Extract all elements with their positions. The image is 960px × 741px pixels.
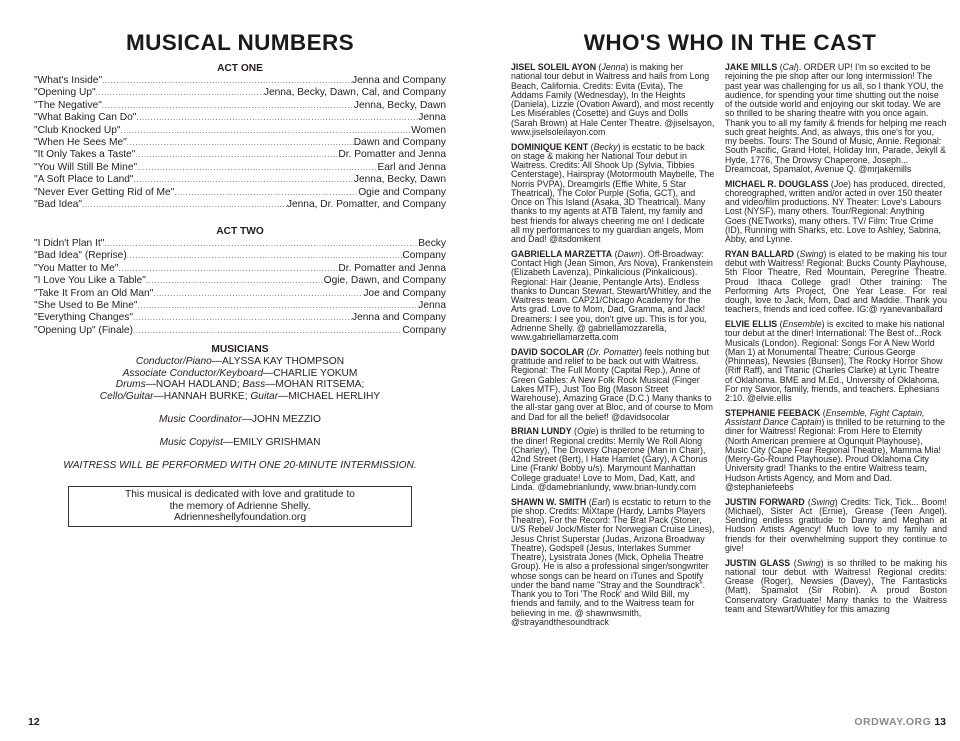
cast-bio-text: . Off-Broadway: Contact High (Jean Simon, Ars Nova), Frankenstein (Elizabeth Lavenza), Pinkalicious (Pinkalicious). Regional: Hair (Jeanie, Pentangle Arts). Endless thanks to Duncan Stewart, Stewart/Whitley, and the Waitress team. CAP21/Chicago Academy for the Arts grad. Love to Mom, Dad, Gramma, and Jack! Dreamers: I see you, don't give up. This is for you, Adrienne Shelly. @ gabriellamozzarella, www.gabriellamarzetta.com: [511, 248, 713, 342]
song-title: "The Negative": [34, 99, 102, 111]
song-performers: Becky: [418, 238, 446, 249]
dedication-line: This musical is dedicated with love and gratitude to: [125, 489, 355, 500]
bio-column: [511, 63, 715, 633]
musician-line: Associate Conductor/Keyboard—CHARLIE YOKUM: [122, 367, 358, 379]
dot-leader: [133, 325, 402, 337]
dot-leader: [118, 263, 338, 275]
cast-bio: BRIAN LUNDY (Ogie) is thrilled to be returning to the diner! Regional credits: Merrily We Roll Along (Charley), The Drowsy Chaperone (Man in Chair), 42nd Street (Bert), I Hate Hamlet (Gary), A Chorus Line (Frank/ Bobby u/s). Marymount Manhattan College graduate! Love to Mom, Dad, Katt, and Linda. @damebrianlundy, www.brian-lundy.com: [511, 426, 708, 492]
song-row: [34, 250, 446, 262]
musician-name: MOHAN RITSEMA;: [275, 379, 365, 391]
song-performers: Dawn and Company: [353, 136, 446, 148]
cast-bio: JUSTIN FORWARD (Swing) Credits: Tick, Tick... Boom! (Michael), Sister Act (Ernie), Grease (Teen Angel). Sending endless gratitude to Danny and Meghan at Hudson Artists Agency! Much love to my family and friends for their overwhelming support they continue to give!: [725, 496, 947, 553]
song-row: [34, 288, 446, 300]
cast-bio: JISEL SOLEIL AYON (Jenna) is making her national tour debut in Waitress and hails from Long Beach, California. Credits: Evita (Evita), The Addams Family (Wednesday), In the Heights (Daniela), Lizzie (Ovation Award), and most recently Les Misérables (Cosette) and Guys and Dolls (Sarah Brown) at Hale Center Theatre. @jiselsayon, www.jiselsoleilayon.com: [511, 62, 715, 137]
cast-name: ELVIE ELLIS: [725, 319, 778, 329]
song-title: "She Used to Be Mine": [34, 299, 138, 311]
song-performers: Jenna, Becky, Dawn: [353, 174, 446, 186]
musician-name: HANNAH BURKE;: [163, 391, 248, 403]
song-performers: Jenna, Becky, Dawn, Cal, and Company: [263, 87, 446, 99]
cast-role: Ogie: [576, 426, 596, 437]
cast-role: Jenna: [601, 62, 626, 72]
musician-name: MICHAEL HERLIHY: [288, 391, 381, 403]
cast-name: DOMINIQUE KENT: [511, 141, 589, 152]
song-performers: Ogie and Company: [358, 186, 446, 198]
dot-leader: [136, 112, 418, 124]
cast-role: Ensemble, Fight Captain, Assistant Dance Captain: [725, 407, 925, 427]
cast-bio: SHAWN W. SMITH (Earl) is ecstatic to return to the pie shop. Credits: MiXtape (Hardy, Lambs Players Theatre), For the Record: The Brat Pack (Stoner, U/S Rebel/ Jock/Mister for Norwegian Cruise Lines), Jesus Christ Superstar (Judas, Arizona Broadway Theatre), Godspell (Jesus, Interlakes Summer Theatre), Lysistrata Jones (Mick, Ophelia Theatre Group). He is also a professional singer/songwriter whose songs can be heard on iTunes and Spotify under the band name "Stray and the Soundtrack". Thank you to Tori 'The Rock' and Wild Bill, my friends and family, and to the Waitress team for believing in me. @ shawnwsmith, @strayandthesoundtrack: [511, 496, 715, 627]
cast-name: SHAWN W. SMITH: [511, 496, 587, 507]
dot-leader: [153, 288, 363, 300]
song-title: "Everything Changes": [34, 312, 133, 324]
musician-role: Guitar: [250, 391, 279, 403]
cast-bio-text: feels nothing but gratitude and relief to be back out with Waitress. Regional: The Full Monty (Capital Rep.), Anne of Green Gables: A New Folk Rock Musical (Finger Lakes MTF), Just Too Big (Mason Street Warehouse), Amazing Grace (D.C.) Many thanks to the all-star gang over at Bloc, and of course to Mom and Dad for all the belief! @davidsocolar: [511, 346, 713, 422]
musician-name: NOAH HADLAND;: [155, 379, 240, 391]
song-performers: Jenna and Company: [351, 75, 446, 86]
cast-role: Becky: [593, 141, 618, 152]
dot-leader: [96, 87, 264, 99]
dot-leader: [138, 300, 419, 312]
dedication-line: the memory of Adrienne Shelly.: [169, 500, 311, 512]
musician-role: Drums: [115, 379, 146, 391]
musician-role: Bass: [242, 379, 266, 391]
song-title: "Bad Idea" (Reprise): [34, 250, 127, 262]
cast-bio-text: Credits: Tick, Tick... Boom! (Michael), Sister Act (Ernie), Grease (Teen Angel). Sending endless gratitude to Danny and Meghan at Hudson Artists Agency! Much love to my family and friends for their overwhelming support they continue to give!: [725, 496, 947, 553]
cast-name: GABRIELLA MARZETTA: [511, 248, 613, 259]
song-title: "Never Ever Getting Rid of Me": [34, 186, 175, 198]
cast-bio: STEPHANIE FEEBACK (Ensemble, Fight Captain, Assistant Dance Captain) is thrilled to be returning to the diner for Waitress! Regional: From Here to Eternity (North American premiere at Ogunquit Playhouse), Music City (Cape Fear Regional Theatre), Mamma Mia! (Merry-Go-Round Playhouse). Proud Oklahoma City University grad! Thanks to the entire Waitress team, Hudson Artists Agency, and Mom and Dad. @stephaniefeebs: [725, 407, 946, 492]
act-one-section: [34, 63, 446, 211]
song-row: [34, 300, 446, 312]
act-two-section: [34, 226, 446, 337]
dot-leader: [121, 125, 412, 137]
song-performers: Jenna, Dr. Pomatter, and Company: [286, 198, 446, 210]
dot-leader: [137, 162, 377, 174]
page-footer: [800, 716, 946, 728]
dot-leader: [146, 275, 324, 287]
song-performers: Jenna, Becky, Dawn: [353, 99, 446, 111]
musician-name: ALYSSA KAY THOMPSON: [221, 355, 345, 367]
music-copyist-role: Music Copyist: [159, 436, 223, 448]
cast-name: RYAN BALLARD: [725, 248, 794, 259]
page-title: WHO'S WHO IN THE CAST: [583, 30, 877, 55]
cast-bio: DOMINIQUE KENT (Becky) is ecstatic to be back on stage & making her National Tour debut in Waitress. Credits: All Shook Up (Sylvia, Tibbies Centerstage), Hairspray (Motormouth Maybelle, The Norris PVPA), Dreamgirls (Effie White, 5 Star Theatrical), The Color Purple (Sofia, GCT), and Once on This Island (Asaka, 3D Theatrical). Many thanks to my agents at ATB Talent, my family and best friends for always cheering me on! I dedicate all my performances to my guardian angels, Mom and Dad! @itsdomkent: [511, 141, 715, 244]
cast-role: Swing: [799, 248, 824, 259]
song-title: "It Only Takes a Taste": [34, 149, 136, 161]
cast-bio: JUSTIN GLASS (Swing) is so thrilled to be making his national tour debut with Waitress! Regional credits: Grease (Roger), Newsies (Davey), The Fantasticks (Matt), Spamalot (Sir Robin). A proud Boston Conservatory Graduate! Many thanks to the Waitress team and Stewart/Whitley for this amazing: [725, 557, 948, 614]
cast-bio-text: . ORDER UP! I'm so excited to be rejoining the pie shop after our long intermission! The past year was challenging for us all, so I thank YOU, the audience, for spending your time shutting out the noise of the outside world and enjoying our skit today. We are so thrilled to be sharing theatre with you once again. Thank you to all my family & friends for helping me reach such great heights. And, as always, this one's for you, my beebs. Tours: The Sound of Music, Annie. Regional: South Pacific, Grand Hotel, Holiday Inn, Parade, Jekyll & Hyde, 1776, The Drowsy Chaperone, Joseph... Dreamcoat, Spamalot, Avenue Q. @mrjakemills: [725, 62, 947, 174]
musician-role: Cello/Guitar: [99, 391, 154, 403]
song-title: "Take It From an Old Man": [34, 287, 154, 299]
musician-role: Associate Conductor/Keyboard: [122, 367, 264, 379]
music-copyist: Music Copyist—EMILY GRISHMAN: [159, 436, 321, 448]
music-coordinator-role: Music Coordinator: [159, 413, 242, 425]
song-title: "Opening Up": [34, 87, 96, 99]
song-row: [34, 100, 446, 112]
dot-leader: [174, 187, 358, 199]
song-row: [34, 87, 446, 99]
cast-bio: JAKE MILLS (Cal). ORDER UP! I'm so excited to be rejoining the pie shop after our long intermission! The past year was challenging for us all, so I thank YOU, the audience, for spending your time shutting out the noise of the outside world and enjoying our skit today. We are so thrilled to be sharing theatre with you once again. Thank you to all my family & friends for helping me reach such great heights. And, as always, this one's for you, my beebs. Tours: The Sound of Music, Annie. Regional: South Pacific, Grand Hotel, Holiday Inn, Parade, Jekyll & Hyde, 1776, The Drowsy Chaperone, Joseph... Dreamcoat, Spamalot, Avenue Q. @mrjakemills: [725, 62, 947, 174]
musicians-section: [34, 344, 446, 471]
cast-bio: GABRIELLA MARZETTA (Dawn). Off-Broadway: Contact High (Jean Simon, Ars Nova), Frankenstein (Elizabeth Lavenza), Pinkalicious (Pinkalicious). Regional: Hair (Jeanie, Pentangle Arts). Endless thanks to Duncan Stewart, Stewart/Whitley, and the Waitress team. CAP21/Chicago Academy for the Arts grad. Love to Mom, Dad, Gramma, and Jack! Dreamers: I see you, don't give up. This is for you, Adrienne Shelly. @ gabriellamozzarella, www.gabriellamarzetta.com: [511, 248, 713, 342]
music-copyist-name: EMILY GRISHMAN: [233, 436, 321, 448]
cast-role: Joe: [833, 178, 849, 189]
song-title: "You Matter to Me": [34, 262, 119, 274]
musician-line: Conductor/Piano—ALYSSA KAY THOMPSON: [135, 355, 345, 367]
song-row: [34, 325, 446, 337]
song-row: [34, 275, 446, 287]
song-row: [34, 174, 446, 186]
cast-role: Ensemble: [782, 319, 822, 329]
music-coordinator-name: JOHN MEZZIO: [251, 413, 321, 425]
dot-leader: [133, 312, 352, 324]
cast-bio: DAVID SOCOLAR (Dr. Pomatter) feels nothing but gratitude and relief to be back out with Waitress. Regional: The Full Monty (Capital Rep.), Anne of Green Gables: A New Folk Rock Musical (Finger Lakes MTF), Just Too Big (Mason Street Warehouse), Amazing Grace (D.C.) Many thanks to the all-star gang over at Bloc, and of course to Mom and Dad for all the belief! @davidsocolar: [511, 346, 713, 422]
song-performers: Company: [402, 324, 446, 336]
song-title: "Club Knocked Up": [34, 124, 121, 136]
act-heading: ACT TWO: [216, 226, 264, 237]
cast-role: Dawn: [617, 248, 641, 259]
song-performers: Ogie, Dawn, and Company: [323, 275, 446, 287]
song-title: "I Didn't Plan It": [34, 238, 105, 249]
dedication-box: [68, 486, 412, 527]
dot-leader: [102, 100, 354, 112]
song-performers: Women: [411, 124, 446, 136]
song-title: "What's Inside": [34, 75, 103, 86]
cast-name: JISEL SOLEIL AYON: [511, 62, 597, 72]
cast-name: MICHAEL R. DOUGLASS: [725, 178, 829, 189]
cast-bio-text: is thrilled to be returning to the diner! Regional credits: Merrily We Roll Along (Charley), The Drowsy Chaperone (Man in Chair), 42nd Street (Bert), I Hate Hamlet (Gary), A Chorus Line (Frank/ Bobby u/s). Marymount Manhattan College graduate! Love to Mom, Dad, Katt, and Linda. @damebrianlundy, www.brian-lundy.com: [511, 426, 708, 492]
dot-leader: [82, 199, 287, 211]
intermission-note: [34, 460, 446, 472]
cast-bio-text: has produced, directed, choreographed, written and/or acted in over 150 theater and video/film productions. NY Theater: Love's Labours Lost (NYSF), many others. Tour/Regional: Anything Goes (NETworks), many others. TV/ Film: True Crime (ID), Running with Sharks, etc. Love to Ashley, Sabrina, Abby, and Lynne.: [725, 178, 946, 244]
song-row: [34, 112, 446, 124]
song-row: [34, 199, 446, 211]
cast-name: JUSTIN FORWARD: [725, 496, 805, 507]
song-title: "Bad Idea": [34, 198, 83, 210]
musician-line: Drums—NOAH HADLAND; Bass—MOHAN RITSEMA;: [115, 379, 365, 391]
song-title: "A Soft Place to Land": [34, 174, 134, 186]
page-number: 12: [28, 716, 40, 728]
dot-leader: [127, 137, 354, 149]
song-performers: Jenna: [418, 299, 446, 311]
song-title: "You Will Still Be Mine": [34, 161, 138, 173]
cast-name: JAKE MILLS: [725, 62, 778, 72]
musician-role: Conductor/Piano: [135, 355, 212, 367]
song-performers: Dr. Pomatter and Jenna: [338, 149, 446, 161]
song-title: "Opening Up" (Finale): [34, 324, 133, 336]
cast-role: Swing: [796, 557, 821, 568]
cast-name: DAVID SOCOLAR: [511, 346, 585, 357]
dot-leader: [135, 149, 338, 161]
song-performers: Jenna: [418, 112, 446, 124]
song-performers: Earl and Jenna: [377, 161, 446, 173]
cast-bio-text: is thrilled to be returning to the diner for Waitress! Regional: From Here to Eternity (North American premiere at Ogunquit Playhouse), Music City (Cape Fear Regional Theatre), Mamma Mia! (Merry-Go-Round Playhouse). Proud Oklahoma City University grad! Thanks to the entire Waitress team, Hudson Artists Agency, and Mom and Dad. @stephaniefeebs: [725, 417, 946, 492]
song-performers: Joe and Company: [363, 287, 446, 299]
cast-bio-text: is elated to be making his tour debut with Waitress! Regional: Bucks County Playhouse, 5th Floor Theatre, Red Mountain, Peregrine Theatre. Proud Ithaca College grad! Other training: The Performing Arts Project, One Year Lease. For real dough, love to Jack, Mom, Dad and Maddie. Thank you teachers, friends and iced coffee. IG:@ ryanevanballard: [725, 248, 948, 315]
cast-bio-text: is excited to make his national tour debut at the diner! International: The Best of...Rock Musicals (London). Regional: Songs For A New World (Man 1) at Monumental Theatre; Curious George (Phinneas), Newsies (Bunsen), The Rocky Horror Show (Riff Raff), and Titanic (Charles Clarke) at Lyric Theatre of Oklahoma. BME and M.Ed., University of Oklahoma. For my Savior, family, friends, and teachers. Ephesians 2:10. @elvie.ellis: [725, 319, 945, 403]
cast-name: STEPHANIE FEEBACK: [725, 407, 821, 418]
song-performers: Dr. Pomatter and Jenna: [338, 262, 446, 274]
dot-leader: [127, 250, 403, 262]
song-row: [34, 238, 446, 250]
dot-leader: [104, 238, 418, 250]
song-performers: Company: [402, 250, 446, 262]
cast-role: Swing: [810, 496, 835, 507]
song-row: [34, 162, 446, 174]
music-coordinator: Music Coordinator—JOHN MEZZIO: [159, 413, 321, 425]
song-row: [34, 125, 446, 137]
song-title: "I Love You Like a Table": [34, 275, 146, 287]
song-row: [34, 263, 446, 275]
cast-bio-text: is ecstatic to return to the pie shop. Credits: MiXtape (Hardy, Lambs Players Theatre), For the Record: The Brat Pack (Stoner, U/S Rebel/ Jock/Mister for Norwegian Cruise Lines), Jesus Christ Superstar (Judas, Arizona Broadway Theatre), Godspell (Jesus, Interlakes Summer Theatre), Lysistrata Jones (Mick, Ophelia Theatre Group). He is also a professional singer/songwriter whose songs can be heard on iTunes and Spotify under the band name "Stray and the Soundtrack". Thank you to Tori 'The Rock' and Wild Bill, my friends and family, and to the Waitress team for believing in me. @ shawnwsmith, @strayandthesoundtrack: [511, 496, 715, 627]
cast-bio-text: is making her national tour debut in Waitress and hails from Long Beach, California. Credits: Evita (Evita), The Addams Family (Wednesday), In the Heights (Daniela), Lizzie (Ovation Award), and most recently Les Misérables (Cosette) and Guys and Dolls (Sarah Brown) at Hale Center Theatre. @jiselsayon, www.jiselsoleilayon.com: [511, 62, 715, 137]
song-row: [34, 137, 446, 149]
musician-line: Cello/Guitar—HANNAH BURKE; Guitar—MICHAEL HERLIHY: [99, 391, 381, 403]
song-row: [34, 187, 446, 199]
cast-bio: ELVIE ELLIS (Ensemble) is excited to make his national tour debut at the diner! International: The Best of...Rock Musicals (London). Regional: Songs For A New World (Man 1) at Monumental Theatre; Curious George (Phinneas), Newsies (Bunsen), The Rocky Horror Show (Riff Raff), and Titanic (Charles Clarke) at Lyric Theatre of Oklahoma. BME and M.Ed., University of Oklahoma. For my Savior, family, friends, and teachers. Ephesians 2:10. @elvie.ellis: [725, 319, 945, 403]
dot-leader: [102, 75, 352, 87]
musician-name: CHARLIE YOKUM: [273, 367, 358, 379]
dot-leader: [134, 174, 354, 186]
cast-role: Cal: [782, 62, 796, 72]
cast-bio-text: is so thrilled to be making his national tour debut with Waitress! Regional credits: Grease (Roger), Newsies (Davey), The Fantasticks (Matt), Spamalot (Sir Robin). A proud Boston Conservatory Graduate! Many thanks to the Waitress team and Stewart/Whitley for this amazing: [725, 557, 948, 614]
cast-bio: MICHAEL R. DOUGLASS (Joe) has produced, directed, choreographed, written and/or acted in over 150 theater and video/film productions. NY Theater: Love's Labours Lost (NYSF), many others. Tour/Regional: Anything Goes (NETworks), many others. TV/ Film: True Crime (ID), Running with Sharks, etc. Love to Ashley, Sabrina, Abby, and Lynne.: [725, 178, 946, 244]
cast-bio: RYAN BALLARD (Swing) is elated to be making his tour debut with Waitress! Regional: Bucks County Playhouse, 5th Floor Theatre, Red Mountain, Peregrine Theatre. Proud Ithaca College grad! Other training: The Performing Arts Project, One Year Lease. For real dough, love to Jack, Mom, Dad and Maddie. Thank you teachers, friends and iced coffee. IG:@ ryanevanballard: [725, 248, 948, 315]
song-performers: Jenna and Company: [351, 312, 446, 324]
cast-name: JUSTIN GLASS: [725, 557, 791, 568]
song-title: "What Baking Can Do": [34, 112, 137, 124]
dedication-link[interactable]: Adrienneshellyfoundation.org: [174, 512, 306, 523]
cast-role: Dr. Pomatter: [589, 346, 640, 357]
song-row: [34, 312, 446, 324]
musicians-heading: MUSICIANS: [211, 344, 269, 355]
intermission-text: WAITRESS WILL BE PERFORMED WITH ONE 20-MINUTE INTERMISSION.: [63, 459, 417, 471]
bio-column: [725, 63, 947, 620]
song-title: "When He Sees Me": [34, 136, 127, 148]
page-title: MUSICAL NUMBERS: [125, 30, 355, 55]
song-row: [34, 75, 446, 87]
song-row: [34, 149, 446, 161]
right-page-whos-who: [480, 0, 960, 741]
act-heading: ACT ONE: [217, 63, 263, 74]
page-number: 13: [934, 716, 946, 728]
cast-name: BRIAN LUNDY: [511, 426, 572, 437]
cast-bio-text: is ecstatic to be back on stage & making her National Tour debut in Waitress. Credits: All Shook Up (Sylvia, Tibbies Centerstage), Hairspray (Motormouth Maybelle, The Norris PVPA), Dreamgirls (Effie White, 5 Star Theatrical), The Color Purple (Sofia, GCT), and Once on This Island (Asaka, 3D Theatrical). Many thanks to my agents at ATB Talent, my family and best friends for always cheering me on! I dedicate all my performances to my guardian angels, Mom and Dad! @itsdomkent: [511, 141, 715, 244]
footer-site: ORDWAY.ORG: [854, 716, 932, 728]
cast-role: Earl: [591, 496, 608, 507]
